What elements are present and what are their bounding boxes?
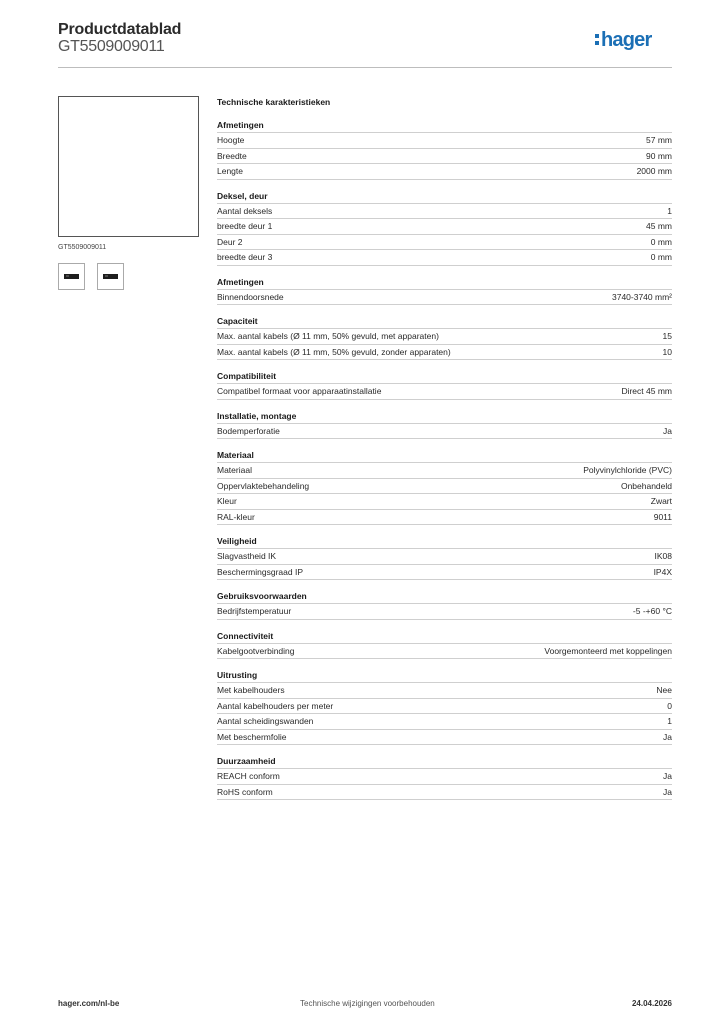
spec-label: RoHS conform <box>217 786 273 797</box>
spec-label: Lengte <box>217 166 243 176</box>
section-title: Capaciteit <box>217 315 672 329</box>
section-title: Veiligheid <box>217 535 672 549</box>
section-title: Afmetingen <box>217 276 672 290</box>
spec-row <box>217 604 672 620</box>
spec-label: Binnendoorsnede <box>217 291 284 302</box>
section-title: Connectiviteit <box>217 630 672 644</box>
spec-row <box>217 494 672 510</box>
spec-section <box>217 630 672 660</box>
spec-label: Bodemperforatie <box>217 425 280 436</box>
spec-row <box>217 730 672 746</box>
spec-label: Aantal deksels <box>217 205 273 216</box>
spec-value: Voorgemonteerd met koppelingen <box>544 645 672 656</box>
spec-label: Kabelgootverbinding <box>217 645 295 656</box>
spec-section <box>217 590 672 620</box>
spec-label: Slagvastheid IK <box>217 551 277 561</box>
spec-section <box>217 410 672 440</box>
spec-row <box>217 329 672 345</box>
spec-value: 0 mm <box>650 252 672 262</box>
section-gap <box>217 439 672 449</box>
spec-label: breedte deur 3 <box>217 252 273 262</box>
page-title: Productdatablad <box>58 21 182 38</box>
spec-row <box>217 164 672 180</box>
spec-value: 3740-3740 mm² <box>611 291 672 302</box>
header-divider <box>58 67 672 68</box>
thumbnail-2[interactable] <box>97 263 124 290</box>
section-gap <box>217 659 672 669</box>
spec-label: Bedrijfstemperatuur <box>217 606 292 616</box>
section-title: Gebruiksvoorwaarden <box>217 590 672 604</box>
spec-row <box>217 424 672 440</box>
spec-value: 0 mm <box>650 236 672 247</box>
spec-section <box>217 190 672 266</box>
spec-sections <box>217 119 672 800</box>
section-gap <box>217 305 672 315</box>
spec-label: RAL-kleur <box>217 511 255 522</box>
spec-label: Aantal scheidingswanden <box>217 716 314 726</box>
section-title: Installatie, montage <box>217 410 672 424</box>
spec-value: Ja <box>663 786 672 797</box>
thumbnail-1[interactable] <box>58 263 85 290</box>
spec-value: Ja <box>663 731 672 742</box>
spec-label: Max. aantal kabels (Ø 11 mm, 50% gevuld, met apparaten) <box>217 331 439 341</box>
spec-row <box>217 345 672 361</box>
spec-table <box>217 96 672 800</box>
section-title: Uitrusting <box>217 669 672 683</box>
spec-row <box>217 219 672 235</box>
spec-row <box>217 565 672 581</box>
spec-label: Hoogte <box>217 135 245 145</box>
spec-row <box>217 714 672 730</box>
spec-label: breedte deur 1 <box>217 221 273 231</box>
footer-date: 24.04.2026 <box>631 999 672 1008</box>
spec-label: Oppervlaktebehandeling <box>217 480 310 491</box>
spec-row <box>217 644 672 660</box>
section-gap <box>217 400 672 410</box>
spec-label: Met beschermfolie <box>217 731 287 742</box>
spec-label: Beschermingsgraad IP <box>217 566 303 577</box>
spec-label: Materiaal <box>217 465 252 475</box>
spec-row <box>217 785 672 801</box>
spec-value: -5 -+60 °C <box>632 606 672 616</box>
spec-value: Nee <box>656 685 672 695</box>
spec-value: 9011 <box>653 511 672 522</box>
section-gap <box>217 360 672 370</box>
spec-section <box>217 370 672 400</box>
spec-value: Polyvinylchloride (PVC) <box>583 465 672 475</box>
section-title: Deksel, deur <box>217 190 672 204</box>
spec-section <box>217 119 672 180</box>
spec-value: 57 mm <box>646 135 672 145</box>
spec-row <box>217 510 672 526</box>
spec-value: 1 <box>667 205 672 216</box>
section-gap <box>217 266 672 276</box>
spec-section <box>217 669 672 745</box>
spec-value: 0 <box>667 700 672 711</box>
section-title: Compatibiliteit <box>217 370 672 384</box>
svg-text:hager: hager <box>601 29 652 51</box>
spec-section <box>217 315 672 360</box>
spec-row <box>217 204 672 220</box>
spec-row <box>217 699 672 715</box>
spec-value: 45 mm <box>646 221 672 231</box>
spec-label: Deur 2 <box>217 236 243 247</box>
spec-value: 1 <box>667 716 672 726</box>
spec-section <box>217 755 672 800</box>
spec-value: Direct 45 mm <box>621 386 672 396</box>
spec-value: 15 <box>662 331 672 341</box>
spec-row <box>217 769 672 785</box>
hager-logo <box>593 25 673 55</box>
spec-label: Max. aantal kabels (Ø 11 mm, 50% gevuld, zonder apparaten) <box>217 346 451 357</box>
section-gap <box>217 620 672 630</box>
spec-value: IP4X <box>653 566 672 577</box>
spec-row <box>217 479 672 495</box>
footer-disclaimer: Technische wijzigingen voorbehouden <box>300 999 435 1008</box>
product-thumbnail-icon <box>64 274 79 279</box>
spec-value: Ja <box>663 771 672 781</box>
section-gap <box>217 180 672 190</box>
spec-row <box>217 549 672 565</box>
section-title: Duurzaamheid <box>217 755 672 769</box>
spec-row <box>217 149 672 165</box>
spec-value: 2000 mm <box>636 166 672 176</box>
spec-value: Zwart <box>650 496 672 506</box>
spec-value: 90 mm <box>646 150 672 161</box>
footer-website[interactable]: hager.com/nl-be <box>58 999 120 1008</box>
spec-label: Met kabelhouders <box>217 685 285 695</box>
spec-value: Onbehandeld <box>620 480 672 491</box>
product-image[interactable] <box>58 96 199 237</box>
spec-title: Technische karakteristieken <box>217 97 331 107</box>
spec-section <box>217 276 672 306</box>
section-gap <box>217 745 672 755</box>
spec-label: Aantal kabelhouders per meter <box>217 700 334 711</box>
spec-label: Kleur <box>217 496 237 506</box>
spec-label: REACH conform <box>217 771 280 781</box>
section-gap <box>217 580 672 590</box>
spec-value: Ja <box>663 425 672 436</box>
spec-row <box>217 235 672 251</box>
spec-label: Breedte <box>217 150 247 161</box>
product-thumbnail-icon <box>103 274 118 279</box>
spec-row <box>217 463 672 479</box>
spec-row <box>217 290 672 306</box>
section-gap <box>217 525 672 535</box>
spec-value: 10 <box>662 346 672 357</box>
spec-row <box>217 250 672 266</box>
product-code: GT5509009011 <box>58 38 165 55</box>
spec-section <box>217 535 672 580</box>
section-title: Materiaal <box>217 449 672 463</box>
spec-row <box>217 384 672 400</box>
spec-row <box>217 133 672 149</box>
spec-label: Compatibel formaat voor apparaatinstallatie <box>217 386 382 396</box>
spec-row <box>217 683 672 699</box>
spec-section <box>217 449 672 525</box>
spec-value: IK08 <box>654 551 672 561</box>
image-caption: GT5509009011 <box>58 244 107 251</box>
section-title: Afmetingen <box>217 119 672 133</box>
